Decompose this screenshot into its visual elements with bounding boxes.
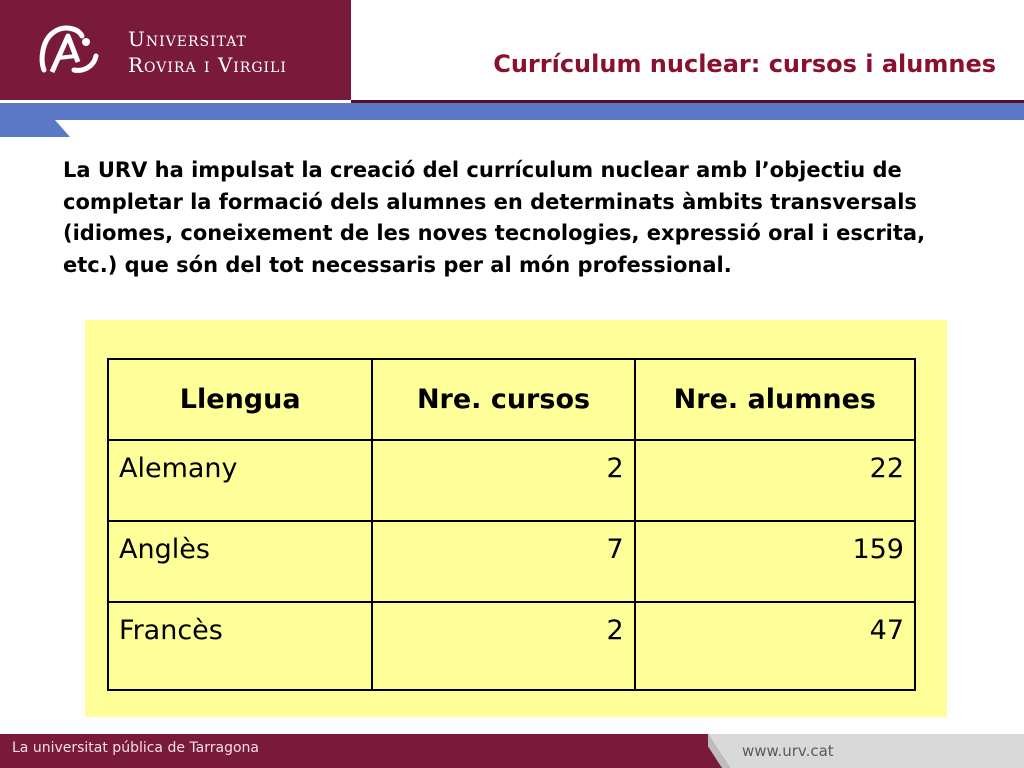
intro-paragraph: La URV ha impulsat la creació del currículum nuclear amb l’objectiu de completar la formació dels alumnes en determinats àmbits transversals (idiomes, coneixement de les noves tecnologies, expressió oral i escrita, etc.) que són del tot necessaris per al món professional. — [63, 158, 926, 277]
blue-band-tab — [0, 103, 70, 137]
table-row — [108, 440, 915, 521]
cell-alumnes: 159 — [635, 521, 915, 602]
courses-table — [107, 358, 916, 691]
table-row — [108, 521, 915, 602]
cell-llengua: Anglès — [108, 521, 372, 602]
header-llengua: Llengua — [108, 359, 372, 440]
university-name-line2: Rovira i Virgili — [128, 53, 287, 77]
header-nre-cursos: Nre. cursos — [372, 359, 634, 440]
cell-alumnes: 47 — [635, 602, 915, 690]
header-nre-alumnes: Nre. alumnes — [635, 359, 915, 440]
brand-panel — [0, 0, 351, 100]
cell-llengua: Francès — [108, 602, 372, 690]
footer-tagline: La universitat pública de Tarragona — [12, 740, 259, 756]
cell-cursos: 2 — [372, 440, 634, 521]
table-header-row — [108, 359, 915, 440]
table-row — [108, 602, 915, 690]
urv-logo-icon — [38, 22, 100, 82]
footer-url-link[interactable]: www.urv.cat — [742, 742, 834, 760]
university-name — [128, 26, 287, 78]
cell-llengua: Alemany — [108, 440, 372, 521]
cell-alumnes: 22 — [635, 440, 915, 521]
page-title: Currículum nuclear: cursos i alumnes — [493, 50, 996, 78]
cell-cursos: 2 — [372, 602, 634, 690]
cell-cursos: 7 — [372, 521, 634, 602]
university-name-line1: Universitat — [128, 27, 247, 51]
blue-band — [0, 103, 1024, 120]
